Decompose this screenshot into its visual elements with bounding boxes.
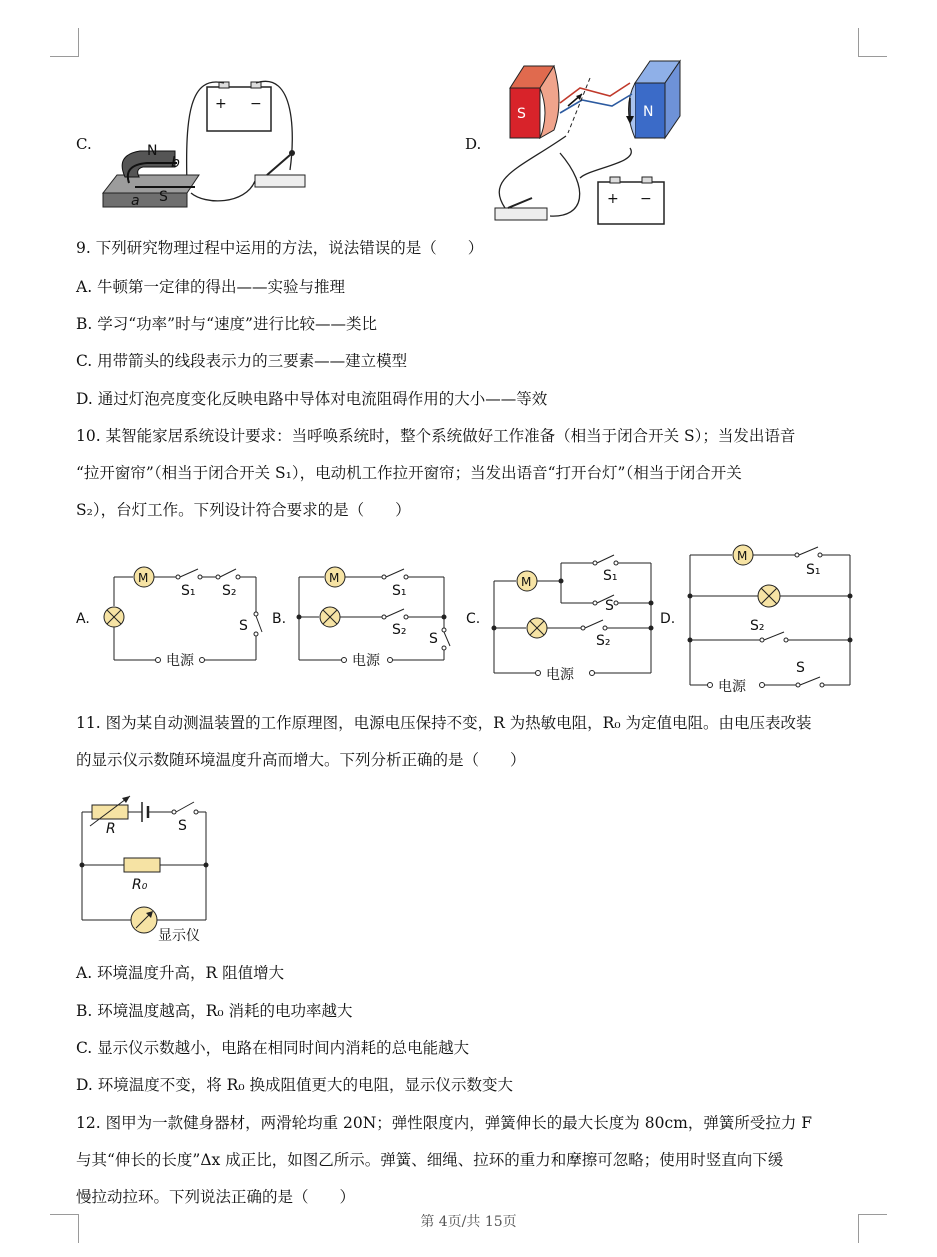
figure-option-d: [490, 58, 690, 228]
q11-option-b: B. 环境温度越高，R₀ 消耗的电功率越大: [76, 1002, 353, 1020]
circuit-a: [76, 560, 271, 675]
wire-a-label: a: [131, 193, 140, 209]
crop-mark-top-right: [858, 28, 887, 57]
circuit-c: [466, 548, 661, 688]
svg-text:S₁: S₁: [181, 583, 196, 599]
svg-text:S₂: S₂: [596, 633, 611, 649]
circuit-a-label: A.: [76, 611, 90, 627]
wire-b-label: b: [171, 155, 180, 171]
battery-minus: −: [250, 96, 262, 112]
q11-circuit-figure: [76, 792, 226, 952]
q10-stem-line-1: 10. 某智能家居系统设计要求：当呼唤系统时，整个系统做好工作准备（相当于闭合开关 S）；当发出语音: [76, 427, 796, 445]
circuit-d: [660, 540, 860, 695]
display-label: 显示仪: [158, 928, 200, 944]
svg-text:S₂: S₂: [392, 622, 407, 638]
circuit-c-label: C.: [466, 611, 481, 627]
page-footer: 第 4页/共 15页: [420, 1214, 517, 1230]
circuit-b-label: B.: [272, 611, 287, 627]
q10-stem-line-2: “拉开窗帘”（相当于闭合开关 S₁），电动机工作拉开窗帘；当发出语音“打开台灯”（相当于闭合开关: [76, 464, 742, 482]
q9-stem: 9. 下列研究物理过程中运用的方法，说法错误的是（ ）: [76, 239, 484, 257]
battery-plus: +: [215, 96, 227, 112]
svg-text:M: M: [138, 571, 149, 585]
crop-mark-top-left: [50, 28, 79, 57]
circuit-d-label: D.: [660, 611, 676, 627]
svg-text:S: S: [796, 660, 805, 676]
q11-option-d: D. 环境温度不变，将 R₀ 换成阻值更大的电阻，显示仪示数变大: [76, 1076, 513, 1094]
q11-option-a: A. 环境温度升高，R 阻值增大: [76, 964, 285, 982]
battery-plus: +: [607, 191, 619, 207]
q9-option-a: A. 牛顿第一定律的得出——实验与推理: [76, 278, 346, 296]
magnet-n-label: N: [147, 143, 158, 159]
q12-stem-line-3: 慢拉动拉环。下列说法正确的是（ ）: [76, 1188, 356, 1206]
option-d-label: D.: [465, 135, 482, 153]
svg-text:S₂: S₂: [222, 583, 237, 599]
svg-text:电源: 电源: [718, 679, 746, 695]
svg-text:M: M: [329, 571, 340, 585]
circuit-b: [272, 560, 462, 675]
battery-minus: −: [640, 191, 652, 207]
q9-option-c: C. 用带箭头的线段表示力的三要素——建立模型: [76, 352, 408, 370]
thermistor-r-label: R: [106, 821, 116, 837]
q10-stem-line-3: S₂），台灯工作。下列设计符合要求的是（ ）: [76, 501, 411, 519]
q11-option-c: C. 显示仪示数越小，电路在相同时间内消耗的总电能越大: [76, 1039, 470, 1057]
option-c-label: C.: [76, 135, 92, 153]
svg-text:电源: 电源: [352, 653, 380, 669]
q9-option-d: D. 通过灯泡亮度变化反映电路中导体对电流阻碍作用的大小——等效: [76, 390, 548, 408]
magnet-s-label: S: [517, 106, 526, 122]
magnet-s-label: S: [159, 189, 168, 205]
q12-stem-line-2: 与其“伸长的长度”Δx 成正比，如图乙所示。弹簧、细绳、拉环的重力和摩擦可忽略；使用时竖直向下缓: [76, 1151, 784, 1169]
svg-text:S₁: S₁: [392, 583, 407, 599]
q9-option-b: B. 学习“功率”时与“速度”进行比较——类比: [76, 315, 377, 333]
switch-s-label: S: [178, 818, 187, 834]
svg-text:S₁: S₁: [603, 568, 618, 584]
svg-text:S: S: [429, 631, 438, 647]
q12-stem-line-1: 12. 图甲为一款健身器材，两滑轮均重 20N；弹性限度内，弹簧伸长的最大长度为 80cm，弹簧所受拉力 F: [76, 1114, 813, 1132]
magnet-n-label: N: [643, 104, 654, 120]
svg-text:S: S: [239, 618, 248, 634]
svg-text:电源: 电源: [166, 653, 194, 669]
svg-text:M: M: [737, 549, 748, 563]
resistor-r0-label: R₀: [132, 877, 148, 893]
svg-text:S: S: [605, 598, 614, 614]
figure-option-c: [95, 75, 325, 215]
svg-text:电源: 电源: [546, 667, 574, 683]
svg-text:S₂: S₂: [750, 618, 765, 634]
svg-text:S₁: S₁: [806, 562, 821, 578]
q11-stem-line-1: 11. 图为某自动测温装置的工作原理图，电源电压保持不变，R 为热敏电阻，R₀ 为定值电阻。由电压表改装: [76, 714, 812, 732]
svg-text:M: M: [521, 575, 532, 589]
q11-stem-line-2: 的显示仪示数随环境温度升高而增大。下列分析正确的是（ ）: [76, 751, 526, 769]
